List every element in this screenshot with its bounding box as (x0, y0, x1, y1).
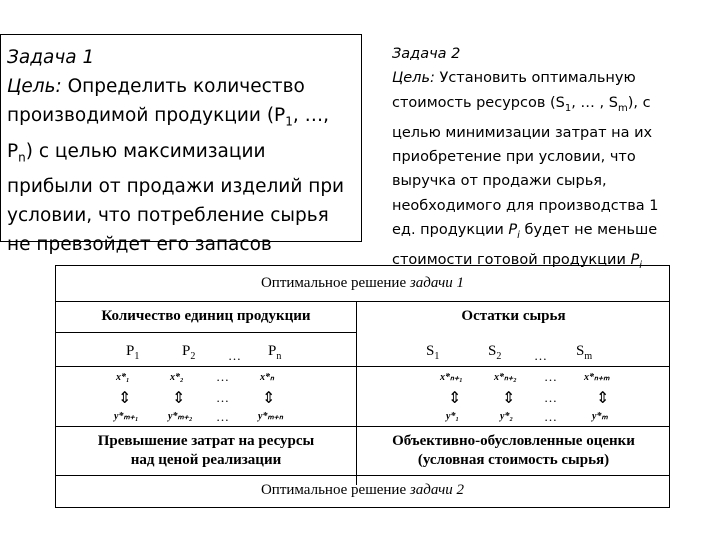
task1-title: Задача 1 (7, 47, 95, 68)
left-footer: Превышение затрат на ресурсы над ценой реализации (97, 433, 315, 468)
y2-star: y*₂ (500, 411, 513, 422)
task2-title: Задача 2 (392, 46, 461, 62)
xn-star: x*ₙ (260, 372, 274, 383)
row-ellipsis: … (216, 409, 229, 424)
task2-line6: необходимого для производства 1 (392, 197, 659, 214)
var-s1: $S_1$ (426, 343, 440, 362)
y-mn-star: y*ₘ₊ₙ (258, 411, 283, 422)
task1-line4: прибыли от продажи изделий при (7, 176, 345, 198)
row-ellipsis: … (544, 409, 557, 424)
x-nm-star: x*ₙ₊ₘ (584, 372, 610, 383)
var-ellipsis: … (534, 348, 547, 363)
task2-line4: приобретение при условии, что (392, 149, 636, 166)
x-n1-star: x*ₙ₊₁ (440, 372, 463, 383)
y1-star: y*₁ (446, 411, 459, 422)
divider (56, 475, 669, 476)
task1-goal: Цель: Определить количество (7, 76, 305, 97)
right-footer: Объективно-обусловленные оценки (условная стоимость сырья) (392, 433, 635, 468)
divider (56, 426, 669, 427)
divider (56, 366, 669, 367)
task1-line2: производимой продукции ($P_1$, …, (7, 105, 329, 129)
y-m1-star: y*ₘ₊₁ (114, 411, 139, 422)
duality-table (55, 265, 670, 508)
updown-arrow-icon: ⇕ (502, 388, 516, 407)
task2-line8: стоимости готовой продукции $P_i$ (392, 252, 643, 272)
row-ellipsis: … (544, 369, 557, 384)
task2-line3: целью минимизации затрат на их (392, 124, 653, 141)
x-n2-star: x*ₙ₊₂ (494, 372, 517, 383)
updown-arrow-icon: ⇕ (448, 388, 462, 407)
task2-line7: ед. продукции $P_i$ будет не меньше (392, 221, 658, 241)
divider (56, 301, 669, 302)
task2-line2: стоимость ресурсов ($S_1$, … , $S_m$), с (392, 94, 651, 114)
x2-star: x*₂ (170, 372, 184, 383)
updown-arrow-icon: ⇕ (118, 388, 132, 407)
updown-arrow-icon: ⇕ (262, 388, 276, 407)
x1-star: x*₁ (116, 372, 130, 383)
ym-star: y*ₘ (592, 411, 608, 422)
task2-line5: выручка от продажи сырья, (392, 173, 607, 190)
row-ellipsis: … (216, 390, 229, 405)
var-ellipsis: … (228, 348, 241, 363)
task2-box (378, 36, 708, 282)
task1-box (0, 34, 362, 256)
row-ellipsis: … (216, 369, 229, 384)
row-ellipsis: … (544, 390, 557, 405)
task1-line6: не превзойдет его запасов (7, 234, 272, 256)
var-sm: $S_m$ (576, 343, 593, 362)
right-header: Остатки сырья (461, 308, 566, 324)
var-p2: $P_2$ (182, 343, 196, 362)
var-p1: $P_1$ (126, 343, 140, 362)
divider (56, 332, 356, 333)
task1-line5: условии, что потребление сырья (7, 205, 329, 227)
updown-arrow-icon: ⇕ (172, 388, 186, 407)
var-pn: $P_n$ (268, 343, 282, 362)
left-header: Количество единиц продукции (101, 308, 311, 324)
task2-goal: Цель: Установить оптимальную (392, 70, 636, 87)
task1-line3: $P_n$) с целью максимизации (7, 140, 266, 165)
top-caption: Оптимальное решение задачи 1 (260, 275, 465, 291)
updown-arrow-icon: ⇕ (596, 388, 610, 407)
y-m2-star: y*ₘ₊₂ (168, 411, 193, 422)
var-s2: $S_2$ (488, 343, 502, 362)
bottom-caption: Оптимальное решение задачи 2 (260, 482, 465, 498)
